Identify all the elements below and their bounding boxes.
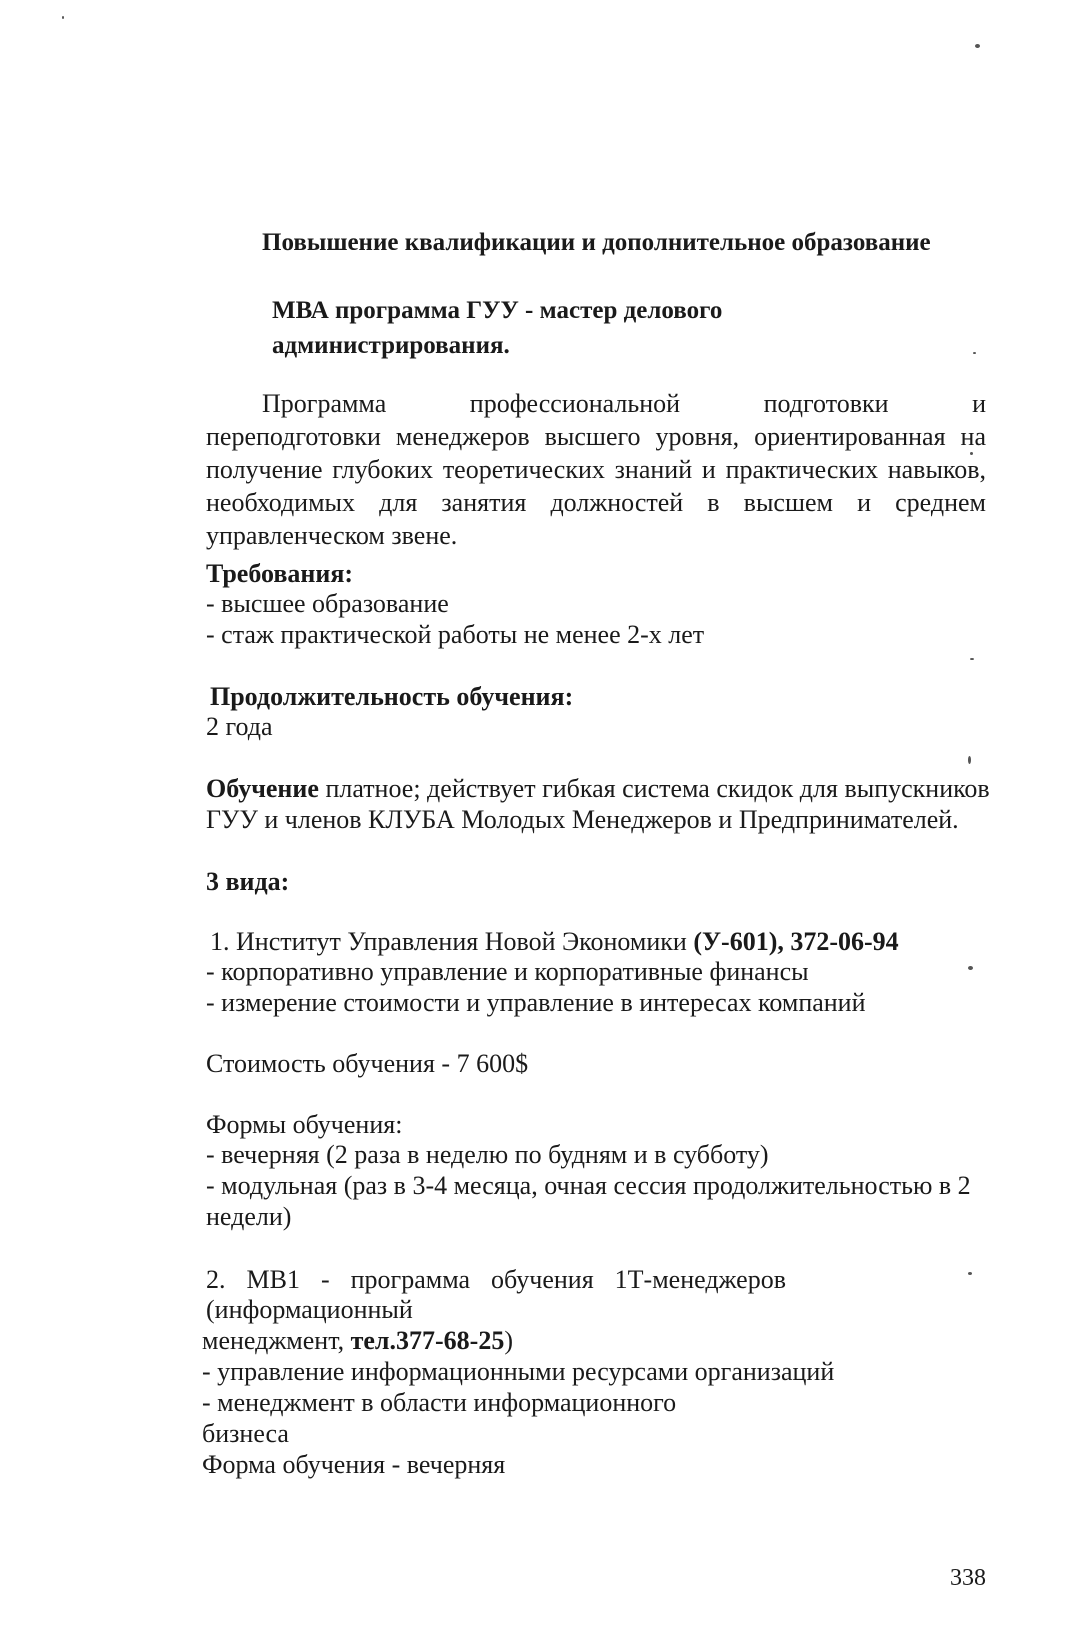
scan-speck [968,966,973,970]
tuition-lead: Обучение [206,774,319,803]
duration-value: 2 года [206,712,273,741]
requirements-heading: Требования: [206,559,354,588]
intro-line: получение глубоких теоретических знаний и практических навыков, [206,455,986,484]
intro-line: Программа профессиональной подготовки и [262,389,986,418]
program2-item: бизнеса [202,1419,289,1448]
program2-title: 2. МВ1 - программа обучения 1Т-менеджеров [206,1265,786,1294]
program1-title-text: 1. Институт Управления Новой Экономики [210,927,694,956]
requirement-item: - стаж практической работы не менее 2-х лет [206,620,705,649]
header-title: Повышение квалификации и дополнительное образование [262,229,931,256]
scan-speck [970,658,974,660]
program2-subject: менеджмент, [202,1326,351,1355]
program1-cost: Стоимость обучения - 7 600$ [206,1049,529,1078]
program2-item: - менеджмент в области информационного [202,1388,677,1417]
intro-line: необходимых для занятия должностей в высшем и среднем [206,488,986,517]
program1-forms-heading: Формы обучения: [206,1110,403,1139]
scan-speck [975,44,980,48]
intro-line: переподготовки менеджеров высшего уровня, ориентированная на [206,422,986,451]
scan-speck [968,1272,972,1275]
program2-contact-line [202,1324,513,1357]
program2-phone: тел.377-68-25 [350,1326,505,1355]
program1-form: - вечерняя (2 раза в неделю по будням и в субботу) [206,1140,769,1169]
program1-form: недели) [206,1202,292,1231]
program1-title [210,925,899,958]
program2-paren: ) [504,1326,514,1355]
intro-line: управленческом звене. [206,521,458,550]
tuition-line [206,772,990,805]
tuition-line-2: ГУУ и членов КЛУБА Молодых Менеджеров и Предпринимателей. [206,805,959,834]
program1-contact: (У-601), 372-06-94 [693,927,899,956]
program-title: МВА программа ГУУ - мастер делового администрирования. [272,297,723,359]
page-number: 338 [950,1565,986,1591]
program1-item: - измерение стоимости и управление в интересах компаний [206,988,866,1017]
requirement-item: - высшее образование [206,589,449,618]
scan-speck [973,352,976,354]
scan-speck [968,756,971,764]
tuition-text: платное; действует гибкая система скидок для выпускников [318,774,990,803]
program2-item: - управление информационными ресурсами организаций [202,1357,835,1386]
program2-title-cont: (информационный [206,1295,413,1324]
program1-form: - модульная (раз в 3-4 месяца, очная сессия продолжительностью в 2 [206,1171,971,1200]
duration-heading: Продолжительность обучения: [210,682,574,711]
program2-form: Форма обучения - вечерняя [202,1450,506,1479]
intro-paragraph [206,387,986,552]
scan-speck [62,16,64,19]
types-heading: 3 вида: [206,867,290,896]
program1-item: - корпоративно управление и корпоративные финансы [206,957,809,986]
